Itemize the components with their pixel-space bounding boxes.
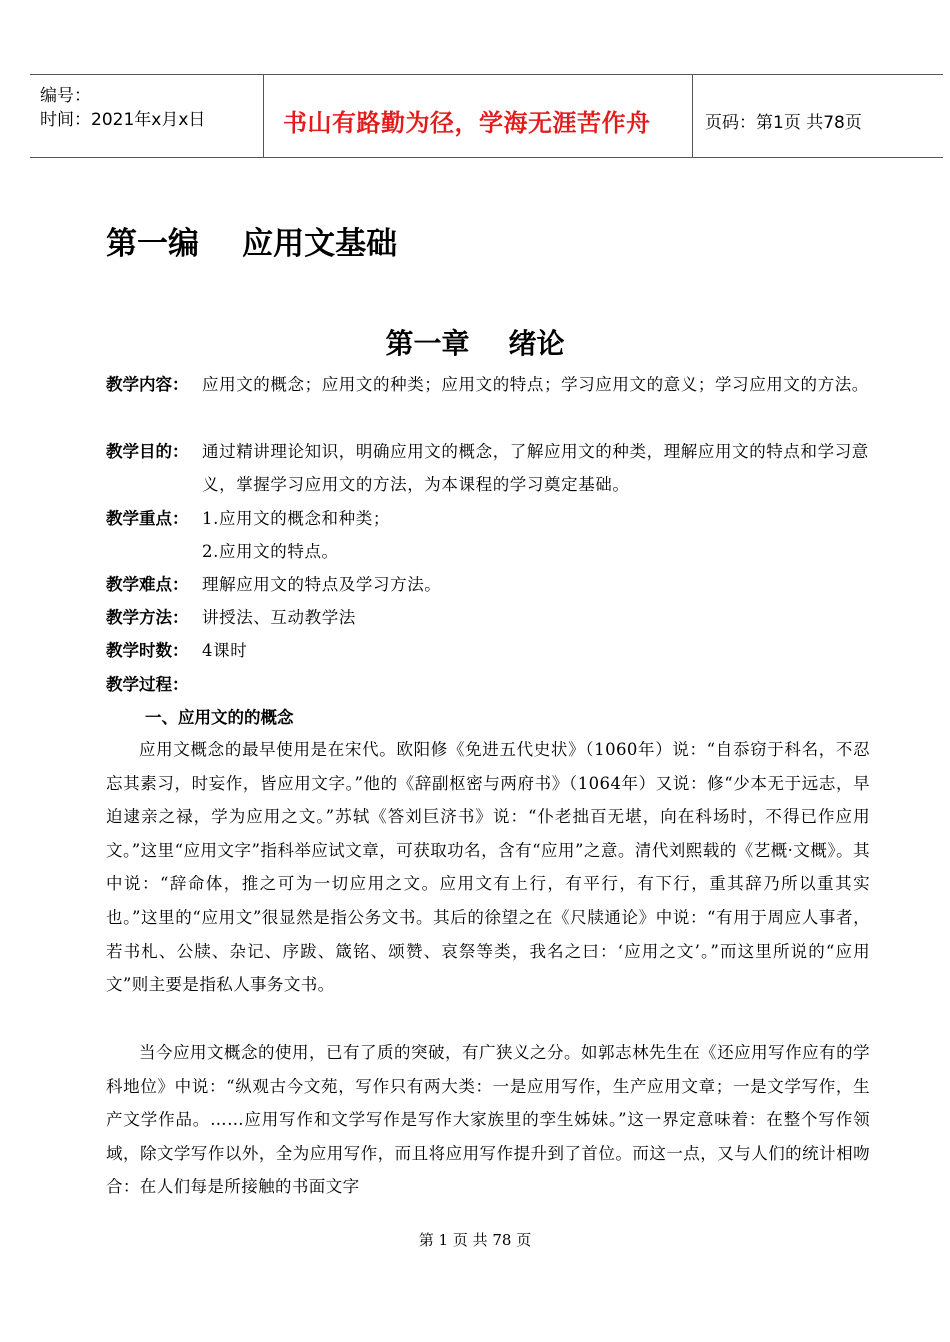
header-middle-cell (263, 75, 693, 157)
header-page-code: 页码：第1页 共78页 (705, 113, 862, 133)
field-label: 教学目的： (106, 442, 189, 461)
field-label: 教学过程： (106, 675, 189, 694)
field-teaching-focus (106, 502, 870, 568)
field-label: 教学时数： (106, 641, 189, 660)
field-teaching-goal (106, 435, 870, 501)
document-header (30, 74, 943, 158)
chapter-title: 第一章 绪论 (385, 327, 565, 360)
field-teaching-difficulty (106, 568, 870, 601)
header-right-cell (693, 75, 943, 157)
field-teaching-method (106, 601, 870, 634)
field-teaching-content (106, 368, 870, 401)
field-label: 教学重点： (106, 509, 189, 528)
document-number-label: 编号： (40, 86, 91, 106)
field-label: 教学内容： (106, 375, 189, 394)
focus-item: 2.应用文的特点。 (202, 542, 339, 561)
field-value: 通过精讲理论知识，明确应用文的概念，了解应用文的种类，理解应用文的特点和学习意义，掌握学习应用文的方法，为本课程的学习奠定基础。 (202, 442, 869, 494)
page-footer: 第 1 页 共 78 页 (418, 1231, 532, 1249)
field-value: 讲授法、互动教学法 (202, 608, 356, 627)
document-date-label: 时间：2021年x月x日 (40, 110, 206, 130)
field-value: 4课时 (202, 641, 248, 660)
field-label: 教学难点： (106, 575, 189, 594)
field-teaching-hours (106, 634, 870, 667)
header-left-cell (30, 75, 264, 157)
body-paragraph: 当今应用文概念的使用，已有了质的突破，有广狭义之分。如郭志林先生在《还应用写作应有的学科地位》中说：“纵观古今文苑，写作只有两大类：一是应用写作，生产应用文章；一是文学写作，生产文学作品。……应用写作和文学写作是写作大家族里的孪生姊妹。”这一界定意味着：在整个写作领域，除文学写作以外，全为应用写作，而且将应用写作提升到了首位。而这一点，又与人们的统计相吻合：在人们每是所接触的书面文字 (106, 1043, 870, 1197)
field-value: 理解应用文的特点及学习方法。 (202, 575, 442, 594)
header-motto: 书山有路勤为径，学海无涯苦作舟 (283, 109, 651, 137)
focus-item: 1.应用文的概念和种类； (202, 509, 390, 528)
body-paragraph: 应用文概念的最早使用是在宋代。欧阳修《免进五代史状》（1060年）说：“自忝窃于科名，不忍忘其素习，时妄作，皆应用文字。”他的《辞副枢密与两府书》（1064年）又说：修“少本无于远志，早迫逮亲之禄，学为应用之文。”苏轼《答刘巨济书》说：“仆老拙百无堪，向在科场时，不得已作应用文。”这里“应用文字”指科举应试文章，可获取功名，含有“应用”之意。清代刘熙载的《艺概·文概》。其中说：“辞命体，推之可为一切应用之文。应用文有上行，有平行，有下行，重其辞乃所以重其实也。”这里的“应用文”很显然是指公务文书。其后的徐望之在《尺牍通论》中说：“有用于周应人事者，若书札、公牍、杂记、序跋、箴铭、颂赞、哀祭等类，我名之曰：‘应用之文’。”而这里所说的“应用文”则主要是指私人事务文书。 (106, 740, 870, 995)
field-value: 应用文的概念；应用文的种类；应用文的特点；学习应用文的意义；学习应用文的方法。 (202, 375, 869, 394)
section-heading: 一、应用文的的概念 (145, 708, 294, 727)
field-label: 教学方法： (106, 608, 189, 627)
part-title: 第一编 应用文基础 (106, 226, 398, 262)
